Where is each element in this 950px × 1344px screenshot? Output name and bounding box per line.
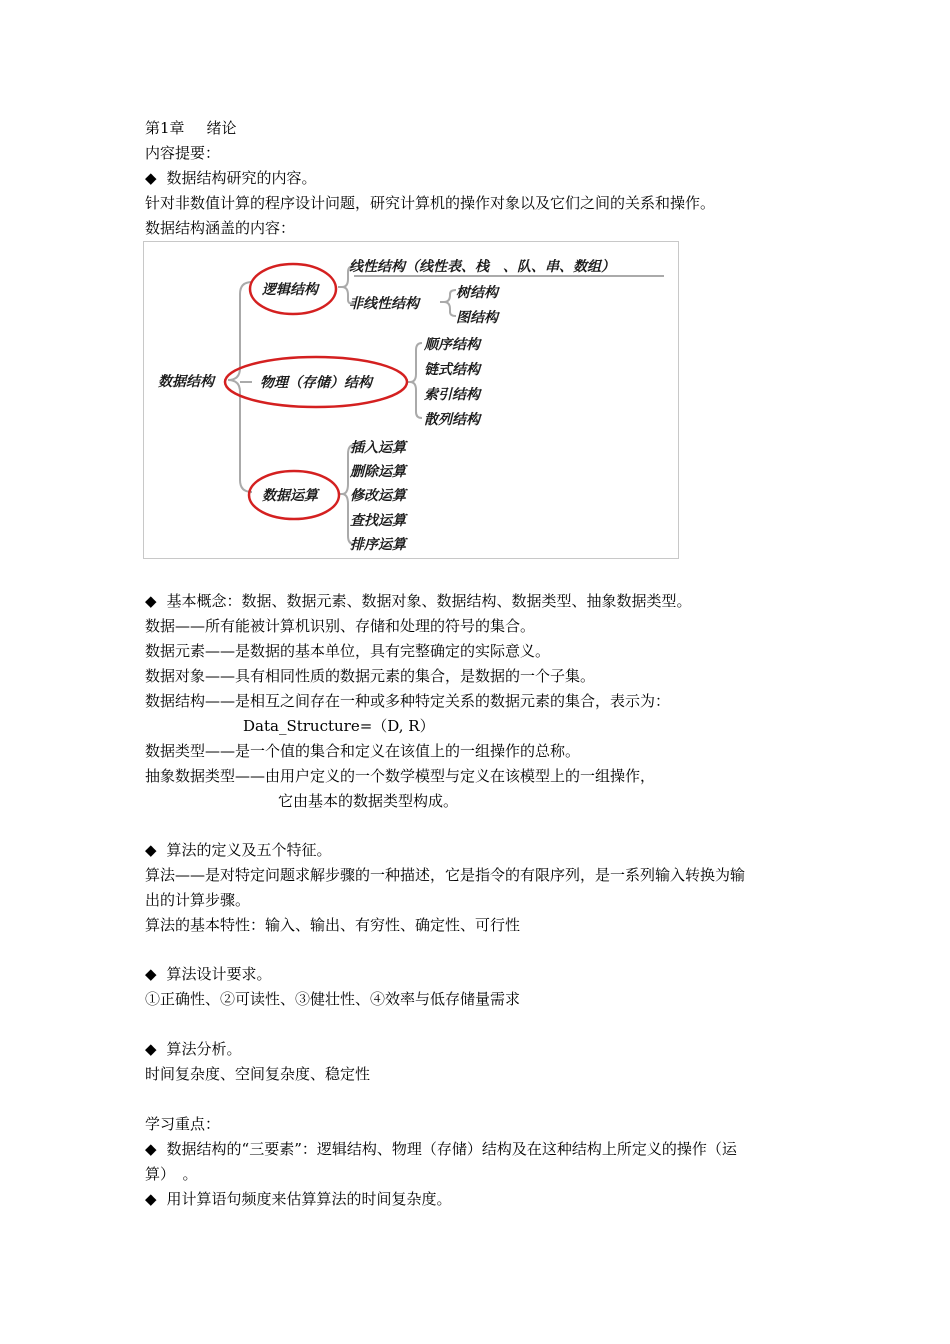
algo-def-2: 出的计算步骤。 <box>145 891 251 909</box>
algo-def-1: 算法——是对特定问题求解步骤的一种描述，它是指令的有限序列，是一系列输入转换为输 <box>145 866 746 884</box>
search-op-label: 查找运算 <box>350 513 406 529</box>
def-structure: 数据结构——是相互之间存在一种或多种特定关系的数据元素的集合，表示为： <box>145 692 671 710</box>
chapter-title <box>145 118 237 138</box>
linked-structure-label: 链式结构 <box>424 362 480 378</box>
chapter-number: 第1章 <box>145 119 185 137</box>
delete-op-label: 删除运算 <box>350 464 406 480</box>
sec5-heading-text: 算法分析。 <box>166 1040 242 1058</box>
formula: Data_Structure=（D, R） <box>243 717 435 735</box>
sec1-heading-text: 数据结构研究的内容。 <box>166 169 317 187</box>
summary-heading: 内容提要： <box>145 144 221 162</box>
data-structure-diagram <box>143 241 679 559</box>
bracket-nonlinear-upper <box>440 290 456 302</box>
sec5-heading <box>145 1039 242 1059</box>
sec1-heading <box>145 168 317 188</box>
def-element: 数据元素——是数据的基本单位，具有完整确定的实际意义。 <box>145 642 551 660</box>
operations-label: 数据运算 <box>262 488 318 504</box>
physical-label: 物理（存储）结构 <box>260 375 372 391</box>
algo-features: 算法的基本特性：输入、输出、有穷性、确定性、可行性 <box>145 916 521 934</box>
sec3-heading <box>145 840 332 860</box>
figure-caption: 数据结构涵盖的内容： <box>145 219 296 237</box>
sec4-heading <box>145 964 272 984</box>
nonlinear-label: 非线性结构 <box>349 296 419 312</box>
focus-point-1-cont: 算） 。 <box>145 1165 198 1183</box>
diagram-svg <box>144 242 680 560</box>
def-data: 数据——所有能被计算机识别、存储和处理的符号的集合。 <box>145 617 536 635</box>
focus-point-2 <box>145 1189 452 1209</box>
focus-point-1-text: 数据结构的“三要素”：逻辑结构、物理（存储）结构及在这种结构上所定义的操作（运 <box>166 1140 737 1158</box>
hash-structure-label: 散列结构 <box>424 412 480 428</box>
sec1-paragraph: 针对非数值计算的程序设计问题，研究计算机的操作对象以及它们之间的关系和操作。 <box>145 194 716 212</box>
logical-label: 逻辑结构 <box>262 282 318 298</box>
tree-structure-label: 树结构 <box>456 285 498 301</box>
bullet-diamond-icon: ◆ <box>145 592 157 610</box>
analysis-items: 时间复杂度、空间复杂度、稳定性 <box>145 1065 371 1083</box>
bracket-physical-lower <box>406 382 422 418</box>
bracket-nonlinear-lower <box>440 302 456 316</box>
sequential-structure-label: 顺序结构 <box>424 337 480 353</box>
def-type: 数据类型——是一个值的集合和定义在该值上的一组操作的总称。 <box>145 742 581 760</box>
bullet-diamond-icon: ◆ <box>145 1040 157 1058</box>
diagram-root-label: 数据结构 <box>158 374 214 390</box>
focus-point-1 <box>145 1139 737 1159</box>
sec3-heading-text: 算法的定义及五个特征。 <box>166 841 332 859</box>
bullet-diamond-icon: ◆ <box>145 1140 157 1158</box>
sec4-heading-text: 算法设计要求。 <box>166 965 272 983</box>
modify-op-label: 修改运算 <box>350 488 406 504</box>
sec2-heading-text: 基本概念：数据、数据元素、数据对象、数据结构、数据类型、抽象数据类型。 <box>166 592 692 610</box>
insert-op-label: 插入运算 <box>350 440 406 456</box>
def-adt-2: 它由基本的数据类型构成。 <box>278 792 459 810</box>
bullet-diamond-icon: ◆ <box>145 841 157 859</box>
bracket-physical-upper <box>406 343 422 382</box>
sort-op-label: 排序运算 <box>350 537 406 553</box>
linear-label: 线性结构（线性表、栈 、队、串、数组） <box>349 259 615 275</box>
chapter-name: 绪论 <box>206 119 237 137</box>
focus-heading: 学习重点： <box>145 1115 221 1133</box>
sec2-heading <box>145 591 692 611</box>
focus-point-2-text: 用计算语句频度来估算算法的时间复杂度。 <box>166 1190 452 1208</box>
design-requirements: ①正确性、②可读性、③健壮性、④效率与低存储量需求 <box>145 990 521 1008</box>
def-adt-1: 抽象数据类型——由用户定义的一个数学模型与定义在该模型上的一组操作， <box>145 767 656 785</box>
bullet-diamond-icon: ◆ <box>145 1190 157 1208</box>
def-object: 数据对象——具有相同性质的数据元素的集合，是数据的一个子集。 <box>145 667 596 685</box>
index-structure-label: 索引结构 <box>424 387 480 403</box>
bullet-diamond-icon: ◆ <box>145 965 157 983</box>
graph-structure-label: 图结构 <box>456 310 498 326</box>
bullet-diamond-icon: ◆ <box>145 169 157 187</box>
